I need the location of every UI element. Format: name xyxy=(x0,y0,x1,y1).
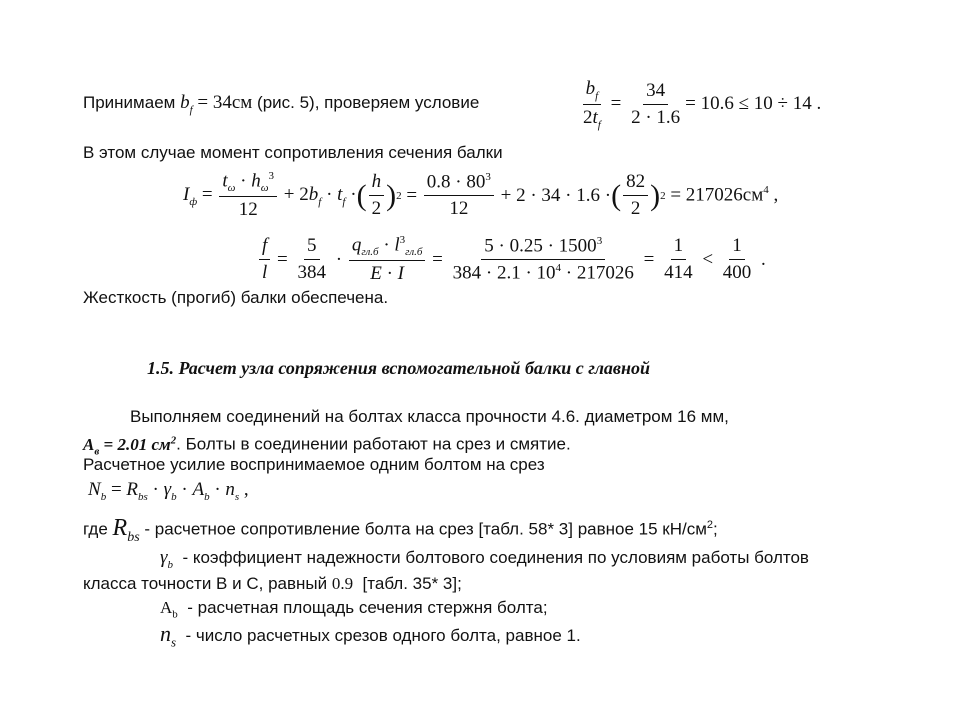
line-1 xyxy=(83,93,479,120)
line-8: $\gamma_b$ - коэффициент надежности болтового соединения по условиям работы болтов xyxy=(160,547,809,571)
condition-formula: $\frac{b_f}{2t_f}$ = $\frac{34}{2 \cdot 1.6}$ = 10.6 ≤ 10 ÷ 14 . xyxy=(583,78,822,131)
section-heading: 1.5. Расчет узла сопряжения вспомогательной балки с главной xyxy=(147,358,650,378)
line-4: Выполняем соединений на болтах класса прочности 4.6. диаметром 16 мм, xyxy=(130,407,729,426)
line-5: $A_в = 2.01$ $см^2$. Болты в соединении работают на срез и смятие. xyxy=(83,434,571,458)
line-10: $A_b$ - расчетная площадь сечения стержня болта; xyxy=(160,598,548,621)
deflection-formula: $\frac{f}{l}$ = $\frac{5}{384}$ · $q_{гл.б} \cdot l^3_{гл.б}$ E · I = $\frac{5 \cdot 0.25 \cdot 1500^3}{384 \cdot 2.1 \cdot 10^4 \cdot 217026}$ = $\frac{1}{414}$ < 1 400 . xyxy=(257,234,766,285)
line-1-end: (рис. 5), проверяем условие xyxy=(257,93,480,112)
line-1-start: Принимаем xyxy=(83,93,176,112)
bf-assign: $b_f = 34см$ xyxy=(180,92,253,116)
line-6: Расчетное усилие воспринимаемое одним болтом на срез xyxy=(83,455,545,474)
condition-result: = 10.6 ≤ 10 ÷ 14 . xyxy=(685,93,822,115)
inertia-formula: $I_ф$ = $\frac{t_\omega \cdot h_\omega^3}{12}$ + $2b_f \cdot t_f$ · ( h 2 ) 2 = $\frac{0.8 \cdot 80^3}{12}$ + 2 · 34 · 1.6 · ( 82 2 ) 2 = $217026см^4$ , xyxy=(183,170,779,221)
line-2: В этом случае момент сопротивления сечения балки xyxy=(83,143,503,162)
line-11: $n_s$ - число расчетных срезов одного болта, равное 1. xyxy=(160,621,581,650)
line-7: где $R_{bs}$ - расчетное сопротивление болта на срез [табл. 58* 3] равное 15 $кН/см^2$; xyxy=(83,514,718,545)
line-3: Жесткость (прогиб) балки обеспечена. xyxy=(83,288,389,307)
line-9: класса точности В и С, равный 0.9 [табл. 35* 3]; xyxy=(83,574,462,593)
nb-formula: $N_b = R_{bs} \cdot \gamma_b \cdot A_b \cdot n_s$ , xyxy=(88,479,249,503)
